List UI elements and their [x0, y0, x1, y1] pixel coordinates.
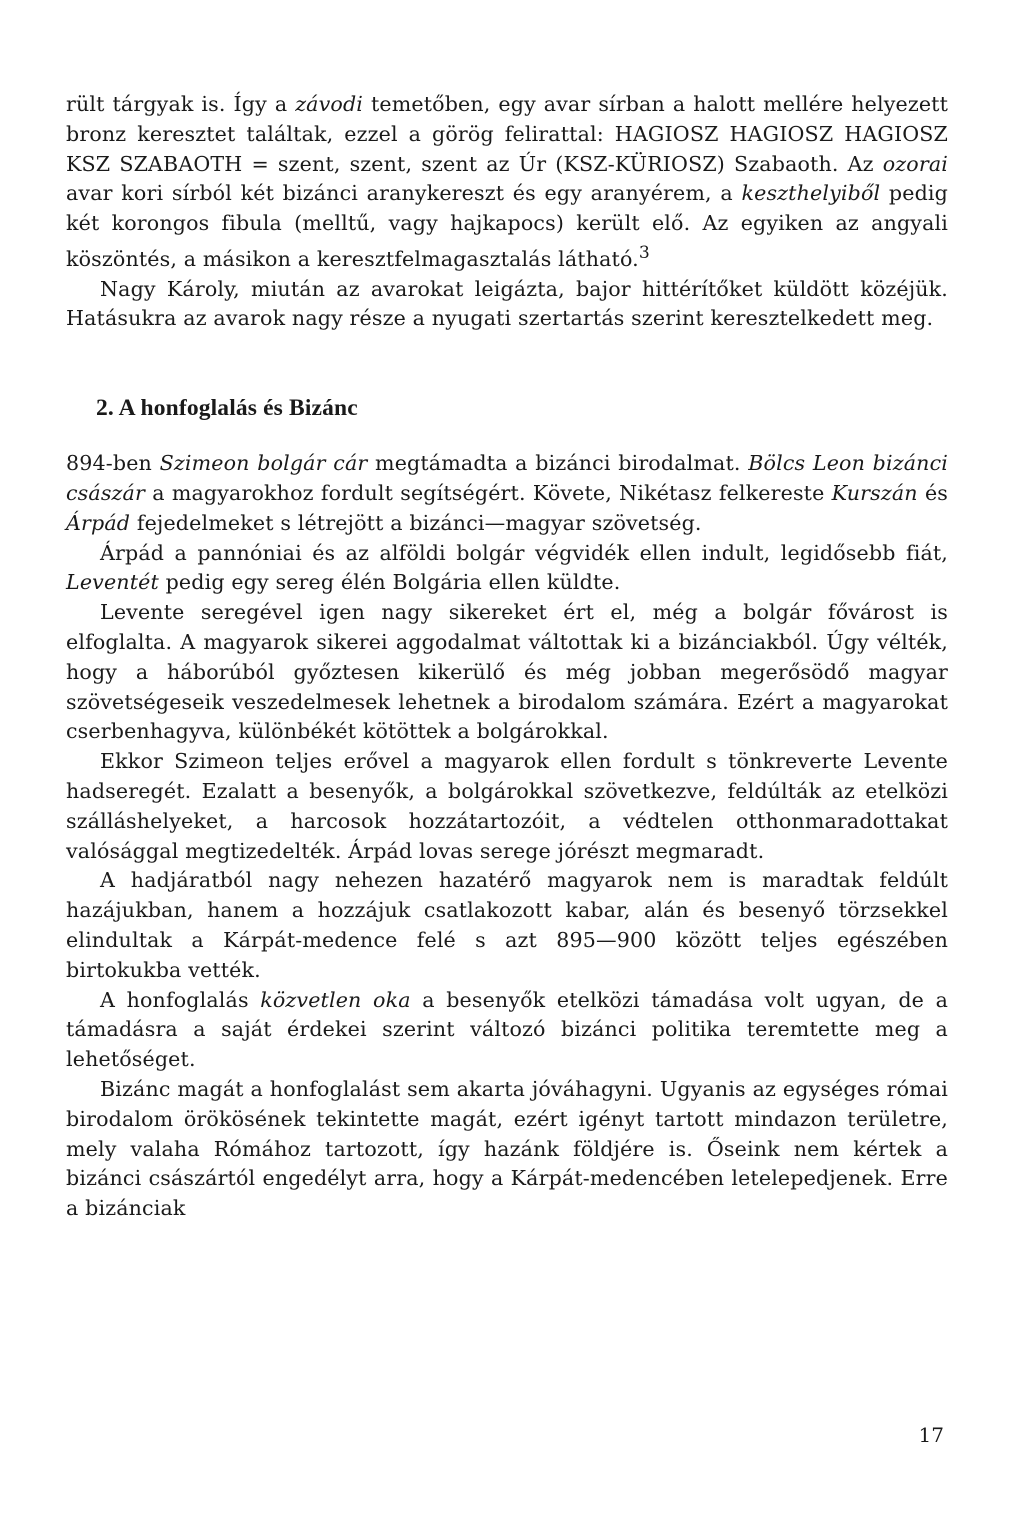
text-run: avar kori sírból két bizánci aranykereszt és egy aranyérem, a	[66, 181, 742, 206]
text-run: A honfoglalás	[100, 987, 261, 1012]
text-run: Árpád a pannóniai és az alföldi bolgár végvidék ellen indult, legidősebb fiát,	[100, 540, 948, 565]
text-run: megtámadta a bizánci birodalmat.	[367, 451, 749, 476]
text-run: rült tárgyak is. Így a	[66, 92, 296, 116]
paragraph-direct-cause	[66, 986, 948, 1075]
italic-term-kurszan: Kurszán	[831, 481, 918, 506]
paragraph-simeon-attack	[66, 449, 948, 538]
paragraph-conquest: A hadjáratból nagy nehezen hazatérő magyarok nem is maradtak feldúlt hazájukban, hanem a hozzájuk csatlakozott kabar, alán és besenyő törzsekkel elindultak a Kárpát-medence felé s azt 895—900 között teljes egészében birtokukba vették.	[66, 868, 948, 982]
italic-term-ozorai: ozorai	[882, 151, 948, 176]
text-run: temetőben, egy avar sírban a halott mellére helyezett bronz keresztet találtak, ezzel a görög felirattal: HAGIOSZ HAGIOSZ HAGIOSZ KSZ SZABAOTH = szent, szent, szent az Úr (KSZ-KÜRIOSZ) Szabaoth. Az	[66, 92, 949, 176]
italic-term-keszthelyibol: keszthelyiből	[741, 181, 881, 206]
page-number: 17	[918, 1423, 944, 1447]
text-run: fejedelmeket s létrejött a bizánci—magyar szövetség.	[130, 510, 702, 535]
italic-term-szimeon: Szimeon bolgár cár	[159, 451, 368, 476]
italic-term-kozvetlen-oka: közvetlen oka	[260, 987, 411, 1012]
paragraph-burial-finds	[66, 90, 948, 275]
paragraph-charlemagne: Nagy Károly, miután az avarokat leigázta, bajor hittérítőket küldött közéjük. Hatásukra az avarok nagy része a nyugati szertartás szerint keresztelkedett meg.	[66, 276, 948, 331]
text-run: és	[917, 481, 948, 506]
paragraph-simeon-counter: Ekkor Szimeon teljes erővel a magyarok ellen fordult s tönkreverte Levente hadseregét. Ezalatt a besenyők, a bolgárokkal szövetkezve, feldúlták az etelközi szálláshelyeket, a harcosok hozzátartozóit, a védtelen otthonmaradottakat valósággal megtizedelték. Árpád lovas serege jórészt megmaradt.	[66, 749, 948, 863]
italic-term-zavodi: závodi	[295, 92, 364, 116]
italic-term-leventet: Leventét	[66, 570, 159, 595]
paragraph-levente-success: Levente seregével igen nagy sikereket ért el, még a bolgár fővárost is elfoglalta. A magyarok sikerei aggodalmat váltottak ki a bizánciakból. Úgy vélték, hogy a háborúból győztesen kikerülő és még jobban megerősödő magyar szövetségeseik veszedelmesek lehetnek a birodalom számára. Ezért a magyarokat cserbenhagyva, különbékét kötöttek a bolgárokkal.	[66, 600, 948, 744]
text-run: pedig egy sereg élén Bolgária ellen küldte.	[158, 570, 621, 595]
paragraph-byzantium-claim: Bizánc magát a honfoglalást sem akarta jóváhagyni. Ugyanis az egységes római birodalom örökösének tekintette magát, ezért igényt tartott mindazon területre, mely valaha Rómához tartozott, így hazánk földjére is. Őseink nem kértek a bizánci császártól engedélyt arra, hogy a Kárpát-medencében letelepedjenek. Erre a bizánciak	[66, 1076, 948, 1221]
paragraph-arpad-campaign	[66, 539, 948, 599]
text-run: pedig két korongos fibula (melltű, vagy hajkapocs) került elő. Az egyiken az angyali köszöntés, a másikon a keresztfelmagasztalás látható.	[66, 181, 948, 271]
page-body	[66, 90, 948, 1224]
footnote-marker: 3	[638, 242, 650, 263]
section-body	[66, 449, 948, 1224]
text-run: 894-ben	[66, 451, 160, 476]
text-run: a magyarokhoz fordult segítségért. Követe, Nikétasz felkereste	[144, 481, 832, 506]
text-run: a besenyők etelközi támadása volt ugyan, de a támadásra a saját érdekei szerint változó bizánci politika teremtette meg a lehetőséget.	[66, 987, 949, 1072]
italic-term-bolcs-leon: Bölcs Leon bizánci császár	[66, 451, 948, 506]
italic-term-arpad: Árpád	[66, 510, 131, 535]
section-heading: 2. A honfoglalás és Bizánc	[96, 395, 358, 422]
